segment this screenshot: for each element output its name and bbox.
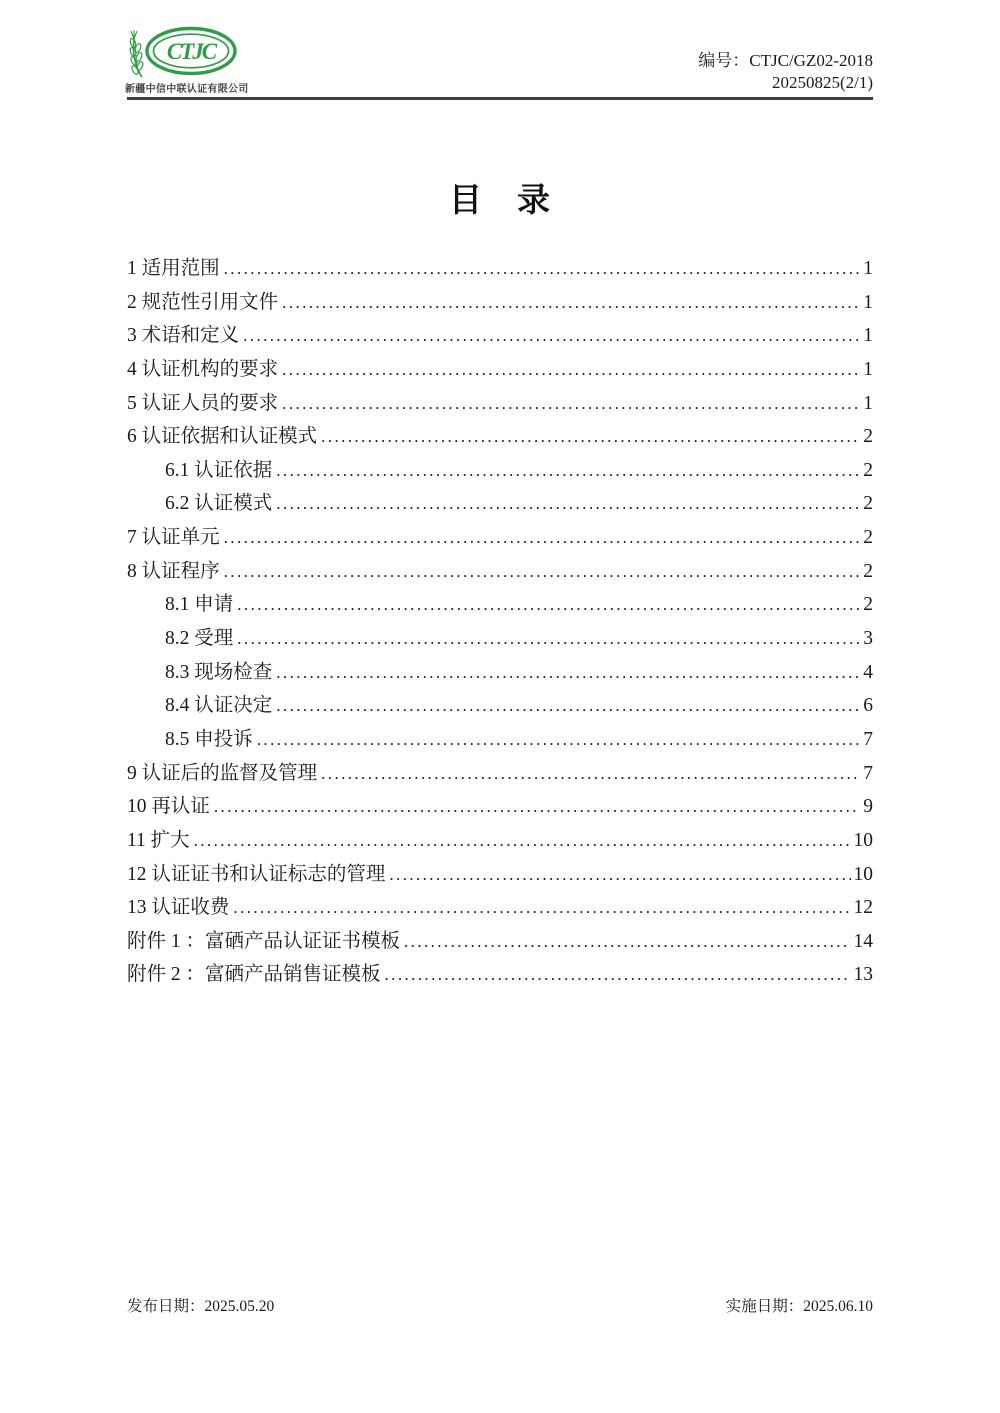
toc-page-number: 3 (863, 628, 873, 650)
toc-entry-label: 10 再认证 (127, 796, 210, 818)
toc-entry[interactable] (127, 420, 873, 454)
toc-page-number: 7 (863, 762, 873, 784)
toc-entry-label: 13 认证收费 (127, 897, 230, 919)
toc-entry[interactable] (127, 958, 873, 992)
header-left (125, 26, 249, 95)
company-name: 新疆中信中联认证有限公司 (125, 84, 249, 95)
toc-entry[interactable] (127, 353, 873, 387)
toc-dot-leader (224, 555, 861, 589)
toc-dot-leader (321, 420, 860, 454)
toc-entry[interactable] (127, 454, 873, 488)
doc-number: 编号：CTJC/GZ02-2018 (698, 51, 873, 70)
toc-page-number: 1 (863, 358, 873, 380)
toc-entry-label: 6.1 认证依据 (165, 459, 273, 481)
toc-page-number: 12 (853, 897, 873, 919)
toc-entry-label: 8.3 现场检查 (165, 661, 273, 683)
toc-dot-leader (276, 454, 860, 488)
toc-entry-label: 8 认证程序 (127, 560, 220, 582)
toc-page-number: 2 (863, 560, 873, 582)
toc-dot-leader (237, 622, 860, 656)
toc-entry-label: 8.5 申投诉 (165, 728, 253, 750)
toc-entry-label: 8.4 认证决定 (165, 695, 273, 717)
toc-list (127, 252, 873, 992)
toc-entry[interactable] (127, 622, 873, 656)
toc-dot-leader (385, 958, 851, 992)
toc-dot-leader (282, 387, 860, 421)
toc-entry-label: 6 认证依据和认证模式 (127, 426, 318, 448)
toc-entry-label: 4 认证机构的要求 (127, 358, 279, 380)
toc-entry[interactable] (127, 824, 873, 858)
issue-date: 发布日期：2025.05.20 (127, 1298, 275, 1315)
toc-entry-label: 1 适用范围 (127, 258, 220, 279)
toc-page-number: 10 (853, 829, 873, 851)
toc-page-number: 2 (863, 459, 873, 481)
toc-page-number: 7 (863, 728, 873, 750)
toc-entry[interactable] (127, 757, 873, 791)
toc-entry-label: 7 认证单元 (127, 527, 220, 549)
toc-entry[interactable] (127, 555, 873, 589)
toc-entry[interactable] (127, 319, 873, 353)
toc-entry-label: 9 认证后的监督及管理 (127, 762, 318, 784)
toc-entry[interactable] (127, 656, 873, 690)
toc-dot-leader (404, 925, 850, 959)
toc-entry-label: 3 术语和定义 (127, 325, 240, 347)
toc-dot-leader (321, 757, 860, 791)
toc-entry[interactable] (127, 689, 873, 723)
toc-entry[interactable] (127, 588, 873, 622)
toc-page-number: 13 (853, 964, 873, 986)
toc-dot-leader (224, 521, 861, 555)
logo-text: CTJC (166, 39, 216, 64)
page-title: 目 录 (449, 183, 551, 219)
toc-entry[interactable] (127, 252, 873, 286)
implement-date: 实施日期：2025.06.10 (725, 1298, 873, 1315)
toc-page-number: 2 (863, 493, 873, 515)
toc-entry-label: 11 扩大 (127, 829, 190, 851)
toc-page-number: 1 (863, 258, 873, 279)
doc-version: 20250825(2/1) (771, 72, 873, 92)
toc-dot-leader (282, 286, 860, 320)
toc-entry-label: 2 规范性引用文件 (127, 291, 279, 313)
toc-page-number: 2 (863, 426, 873, 448)
toc-entry[interactable] (127, 858, 873, 892)
header-doc-info (698, 50, 873, 93)
toc-page-number: 1 (863, 392, 873, 414)
toc-entry[interactable] (127, 891, 873, 925)
toc-entry-label: 8.2 受理 (165, 628, 234, 650)
toc-page-number: 10 (853, 863, 873, 885)
toc-page-number: 2 (863, 527, 873, 549)
toc-dot-leader (257, 723, 860, 757)
toc-dot-leader (194, 824, 851, 858)
page-footer (127, 1297, 873, 1317)
toc-page-number: 4 (863, 661, 873, 683)
toc-page-number: 1 (863, 291, 873, 313)
toc-page-number: 6 (863, 695, 873, 717)
toc-entry-label: 附件 1 ：富硒产品认证证书模板 (127, 930, 401, 952)
wheat-icon (129, 30, 144, 77)
toc-dot-leader (282, 353, 860, 387)
toc-entry-label: 12 认证证书和认证标志的管理 (127, 863, 386, 885)
toc-entry[interactable] (127, 925, 873, 959)
toc-entry[interactable] (127, 790, 873, 824)
toc-entry[interactable] (127, 387, 873, 421)
toc-dot-leader (276, 689, 860, 723)
toc-dot-leader (389, 858, 850, 892)
toc-page-number: 14 (853, 930, 873, 952)
toc-page-number: 1 (863, 325, 873, 347)
toc-entry-label: 5 认证人员的要求 (127, 392, 279, 414)
toc-dot-leader (237, 588, 860, 622)
toc-page-number: 9 (863, 796, 873, 818)
toc-dot-leader (214, 790, 860, 824)
toc-page-number: 2 (863, 594, 873, 616)
toc-entry[interactable] (127, 487, 873, 521)
toc-entry-label: 附件 2 ：富硒产品销售证模板 (127, 964, 381, 986)
company-logo (125, 26, 237, 78)
toc-dot-leader (224, 252, 861, 286)
toc-entry-label: 6.2 认证模式 (165, 493, 273, 515)
toc-entry[interactable] (127, 286, 873, 320)
toc-entry-label: 8.1 申请 (165, 594, 234, 616)
toc-entry[interactable] (127, 521, 873, 555)
toc-entry[interactable] (127, 723, 873, 757)
toc-dot-leader (276, 656, 860, 690)
toc-dot-leader (276, 487, 860, 521)
toc-dot-leader (233, 891, 850, 925)
toc-dot-leader (243, 319, 860, 353)
header-rule (127, 97, 873, 100)
